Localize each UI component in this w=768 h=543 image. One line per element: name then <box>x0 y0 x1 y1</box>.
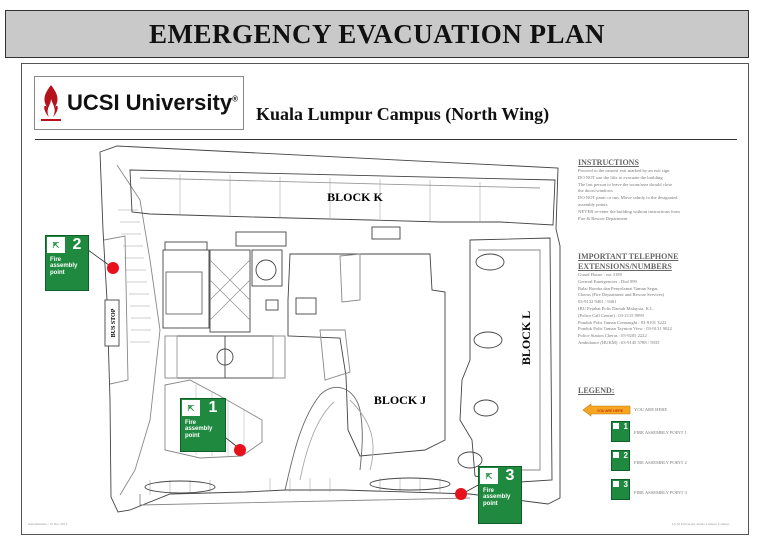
block-k-label: BLOCK K <box>327 190 383 204</box>
fire-assembly-sign-2 <box>45 235 89 291</box>
block-l-outline <box>460 238 552 482</box>
assembly-number: 3 <box>505 467 515 484</box>
legend-heading: LEGEND: <box>578 386 615 395</box>
assembly-people-icon: ⇱ <box>182 400 200 416</box>
legend-you-are-here: YOU ARE HERE <box>634 407 668 412</box>
assembly-people-icon: ⇱ <box>480 468 498 484</box>
telephone-heading-1: IMPORTANT TELEPHONE <box>578 252 679 261</box>
legend-fap-3: FIRE ASSEMBLY POINT 3 <box>634 490 687 495</box>
phone-line: Balai Bomba dan Penyelamat Taman Segar, <box>578 285 659 291</box>
caption-line: assembly <box>483 494 511 501</box>
instruction-line: Fire & Rescue Department <box>578 215 628 221</box>
instruction-line: DO NOT panic or run. Move calmly to the designated <box>578 195 678 201</box>
instruction-line: the doors/windows <box>578 188 613 194</box>
legend-fap-2-icon <box>611 450 630 471</box>
legend-fap-2: FIRE ASSEMBLY POINT 2 <box>634 460 687 465</box>
instruction-line: DO NOT use the lifts to evacuate the building <box>578 174 663 180</box>
caption-line: assembly <box>185 426 213 433</box>
block-j-label: BLOCK J <box>373 393 427 407</box>
legend-fap-2-number: 2 <box>623 451 628 460</box>
page-title: EMERGENCY EVACUATION PLAN <box>148 18 606 49</box>
legend-fap-3-number: 3 <box>623 480 628 489</box>
legend-fap-3-icon <box>611 479 630 500</box>
you-are-here-tag: YOU ARE HERE <box>596 409 624 413</box>
assembly-point-3-marker <box>455 488 467 500</box>
instructions-panel <box>578 158 680 222</box>
phone-line: Pondok Polis Taman Taynton View : 03-9131 9022 <box>578 326 672 332</box>
footer-right: UCSI University Kuala Lumpur Campus <box>672 522 730 526</box>
block-l-label: BLOCK L <box>519 310 533 366</box>
assembly-point-1-marker <box>234 444 246 456</box>
phone-line: (Police Call Centre) : 03-2115 9999 <box>578 312 644 318</box>
assembly-number: 2 <box>72 236 82 253</box>
assembly-point-2-marker <box>107 262 119 274</box>
assembly-number: 1 <box>208 399 218 416</box>
phone-line: Cheras (Fire Department and Rescue Services) <box>578 292 665 298</box>
caption-line: Fire <box>483 488 495 494</box>
phone-line: Ambulance (HUKM) : 03-9145 5788 / 5935 <box>578 339 660 345</box>
legend-panel <box>578 386 614 396</box>
telephone-panel <box>578 252 678 347</box>
caption-line: Fire <box>50 257 62 263</box>
caption-line: point <box>185 432 200 439</box>
phone-line: General Emergencies : Dial 999 <box>578 278 637 284</box>
instruction-line: The last person to leave the room/area should close <box>578 181 673 187</box>
telephone-heading-2: EXTENSIONS/NUMBERS <box>578 262 672 271</box>
footer-left: Amendments : 19 Dec 2013 <box>28 522 68 526</box>
caption-line: point <box>483 500 498 507</box>
legend-fap-1-icon <box>611 421 630 442</box>
logo-name: UCSI University <box>67 90 233 115</box>
assembly-people-icon: ⇱ <box>47 237 65 253</box>
instruction-line: Proceed to the nearest exit marked by an exit sign <box>578 168 670 173</box>
phone-line: Guard House : ext 3189 <box>578 272 622 277</box>
legend-fap-1: FIRE ASSEMBLY POINT 1 <box>634 430 687 435</box>
fire-assembly-sign-3 <box>478 466 522 524</box>
logo-registered: ® <box>232 94 238 104</box>
bus-stop-label: BUS STOP <box>111 308 117 338</box>
legend-fap-1-number: 1 <box>623 422 628 431</box>
caption-line: Fire <box>185 420 197 426</box>
you-are-here-arrow-icon <box>582 403 632 417</box>
instructions-heading: INSTRUCTIONS <box>578 158 639 167</box>
caption-line: point <box>50 269 65 276</box>
phone-line: IBU Pejabat Polis Daerah Malaysia, K.L. <box>578 305 655 311</box>
instruction-line: assembly points <box>578 201 608 207</box>
phone-line: Pondok Polis Taman Connaught : 03-9101 3222 <box>578 319 667 325</box>
instruction-line: NEVER re-enter the building without instructions from <box>578 208 680 214</box>
block-j-outline <box>288 254 445 456</box>
fire-assembly-sign-1 <box>180 398 226 452</box>
phone-line: Police Station Cheras : 03-9205 2222 <box>578 333 647 339</box>
caption-line: assembly <box>50 263 78 270</box>
campus-name: Kuala Lumpur Campus (North Wing) <box>256 104 550 124</box>
phone-line: 03-9132 9401 / 9401 <box>578 299 617 305</box>
